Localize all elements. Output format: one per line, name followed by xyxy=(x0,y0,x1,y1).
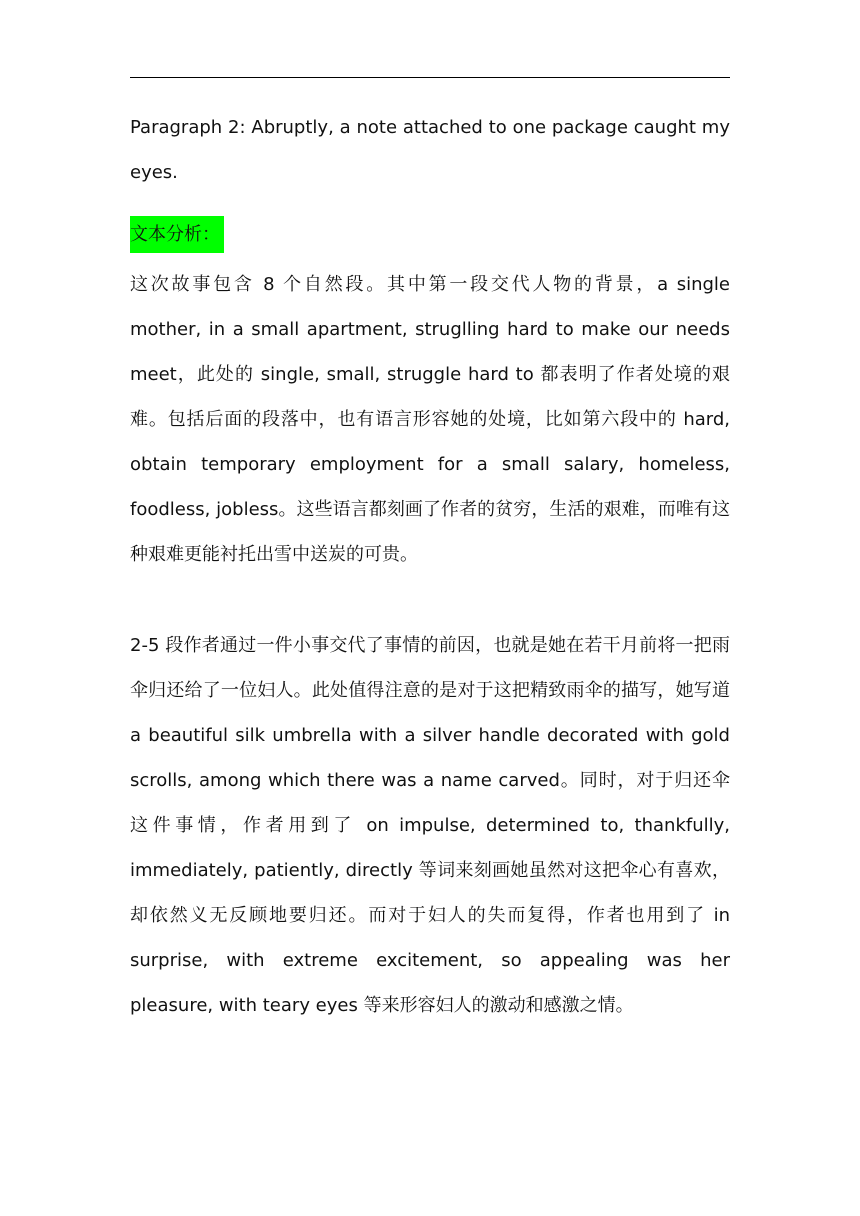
paragraph-heading: Paragraph 2: Abruptly, a note attached to one package caught my eyes. xyxy=(130,117,730,183)
header-rule xyxy=(130,77,730,78)
analysis-label-container xyxy=(130,216,224,254)
analysis-paragraph-2: 2-5 段作者通过一件小事交代了事情的前因，也就是她在若干月前将一把雨伞归还给了一位妇人。此处值得注意的是对于这把精致雨伞的描写，她写道 a beautiful silk umbrella with a silver handle decorated with gold scrolls, among which there was a name carved。同时，对于归还伞这件事情，作者用到了 on impulse, determined to, thankfully, immediately, patiently, directly 等词来刻画她虽然对这把伞心有喜欢，却依然义无反顾地要归还。而对于妇人的失而复得，作者也用到了 in surprise, with extreme excitement, so appealing was her pleasure, with teary eyes 等来形容妇人的激动和感激之情。 xyxy=(130,635,730,1016)
analysis-label: 文本分析： xyxy=(130,216,224,253)
analysis-paragraph-1: 这次故事包含 8 个自然段。其中第一段交代人物的背景，a single mother, in a small apartment, struglling hard to make our needs meet，此处的 single, small, struggle hard to 都表明了作者处境的艰难。包括后面的段落中，也有语言形容她的处境，比如第六段中的 hard, obtain temporary employment for a small salary, homeless, foodless, jobless。这些语言都刻画了作者的贫穷，生活的艰难，而唯有这种艰难更能衬托出雪中送炭的可贵。 xyxy=(130,274,730,565)
